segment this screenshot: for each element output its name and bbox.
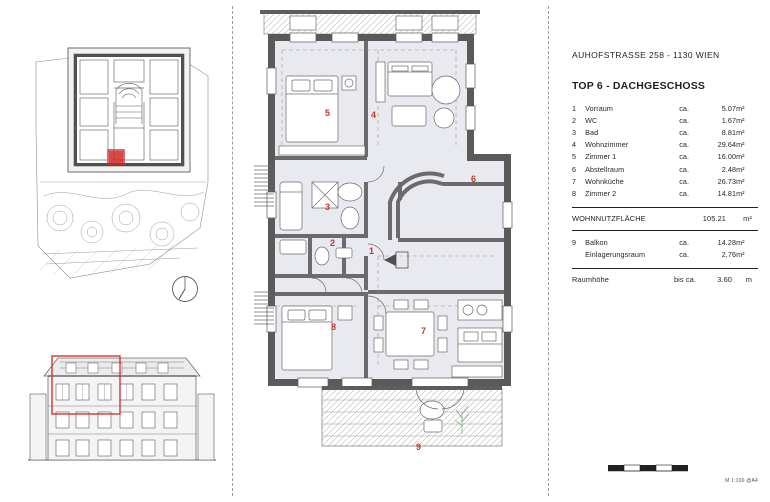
extra-ca: ca.: [679, 238, 690, 248]
room-name: Zimmer 1: [585, 152, 617, 162]
room-height-value: 3.60: [717, 274, 732, 284]
room-ca: ca.: [679, 115, 690, 125]
table-row: [572, 163, 758, 175]
room-unit: m²: [736, 103, 745, 113]
total-area-value: 105.21: [702, 213, 726, 223]
table-row: [572, 126, 758, 138]
separator-left: [232, 6, 233, 496]
extras-table: [572, 237, 758, 261]
room-unit: m²: [736, 127, 745, 137]
extra-number: [572, 249, 585, 261]
extra-area: 14.28: [717, 238, 737, 248]
room-unit: m²: [736, 152, 745, 162]
divider-below-total: [572, 230, 758, 231]
room-number: 7: [572, 176, 577, 186]
table-row: [572, 151, 758, 163]
room-number: 1: [572, 103, 577, 113]
scale-caption: M 1:100 @A4: [725, 478, 758, 484]
total-area-label: WOHNNUTZFLÄCHE: [572, 213, 646, 223]
room-ca: ca.: [679, 176, 690, 186]
room-area: 5.07: [721, 103, 737, 113]
room-label-8: 8: [331, 322, 337, 332]
extra-unit: m²: [736, 250, 745, 260]
scale-bar: [608, 462, 758, 484]
elevation-drawing: [26, 332, 218, 472]
room-area: 14.81: [717, 188, 737, 198]
divider-above-total: [572, 207, 758, 208]
extra-name: Einlagerungsraum: [585, 250, 646, 260]
room-unit: m²: [736, 176, 745, 186]
project-address: AUHOFSTRASSE 258 - 1130 WIEN: [572, 50, 720, 60]
extra-ca: ca.: [679, 250, 690, 260]
room-number: 3: [572, 127, 577, 137]
table-row: [572, 114, 758, 126]
room-unit: m²: [736, 164, 745, 174]
room-name: Vorraum: [585, 103, 613, 113]
extra-unit: m²: [736, 238, 745, 248]
room-number: 6: [572, 164, 577, 174]
extra-name: Balkon: [585, 238, 608, 248]
room-name: Wohnzimmer: [585, 140, 629, 150]
total-area-unit: m²: [743, 213, 752, 223]
room-schedule-table: [572, 102, 758, 200]
room-area: 8.81: [721, 127, 737, 137]
room-name: Zimmer 2: [585, 188, 617, 198]
table-row: [572, 237, 758, 249]
room-label-9: 9: [416, 442, 422, 452]
room-name: Wohnküche: [585, 176, 624, 186]
room-label-4: 4: [371, 110, 377, 120]
table-row: [572, 249, 758, 261]
extra-area: 2,76: [721, 250, 737, 260]
room-height-label: Raumhöhe: [572, 274, 609, 284]
table-row: [572, 175, 758, 187]
room-height-qualifier: bis ca.: [673, 274, 696, 284]
room-unit: m²: [736, 188, 745, 198]
key-plan: [30, 32, 216, 290]
room-area: 16.00: [717, 152, 737, 162]
table-row: [572, 139, 758, 151]
table-row: [572, 187, 758, 199]
room-area: 29.64: [717, 140, 737, 150]
room-number: 8: [572, 188, 577, 198]
room-number: 2: [572, 115, 577, 125]
floor-plan: [246, 6, 538, 490]
room-ca: ca.: [679, 188, 690, 198]
room-label-3: 3: [325, 202, 331, 212]
room-unit: m²: [736, 115, 745, 125]
room-area: 2.48: [721, 164, 737, 174]
info-panel: [572, 50, 758, 284]
room-ca: ca.: [679, 140, 690, 150]
extra-number: 9: [572, 238, 577, 248]
room-ca: ca.: [679, 103, 690, 113]
room-ca: ca.: [679, 164, 690, 174]
room-name: Bad: [585, 127, 599, 137]
room-name: WC: [585, 115, 598, 125]
room-unit: m²: [736, 140, 745, 150]
unit-title: TOP 6 - DACHGESCHOSS: [572, 80, 706, 92]
total-area-row: [572, 214, 758, 223]
room-name: Abstellraum: [585, 164, 625, 174]
compass-rose: [168, 272, 202, 306]
room-area: 1.67: [721, 115, 737, 125]
room-label-7: 7: [421, 326, 427, 336]
room-label-6: 6: [471, 174, 477, 184]
room-ca: ca.: [679, 152, 690, 162]
separator-right: [548, 6, 549, 496]
room-height-row: [572, 275, 758, 284]
room-height-unit: m: [745, 274, 752, 284]
room-label-5: 5: [325, 108, 331, 118]
room-number: 4: [572, 140, 577, 150]
room-number: 5: [572, 152, 577, 162]
room-label-2: 2: [330, 238, 336, 248]
room-ca: ca.: [679, 127, 690, 137]
divider-above-height: [572, 268, 758, 269]
room-area: 26.73: [717, 176, 737, 186]
room-label-1: 1: [369, 246, 375, 256]
table-row: [572, 102, 758, 114]
